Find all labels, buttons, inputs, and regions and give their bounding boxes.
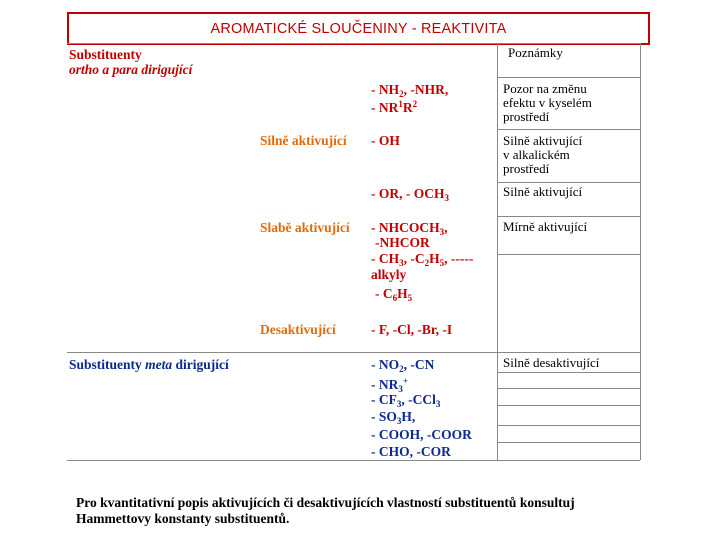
group-acetamido: - $NHCOCH_3$, bbox=[371, 220, 448, 237]
notes-line bbox=[497, 182, 640, 183]
ortho-para-label-line2: ortho a para dirigující bbox=[69, 62, 193, 77]
meta-group-nitro: - $NO_2$, -CN bbox=[371, 357, 435, 374]
note-amines: Pozor na změnu efektu v kyselém prostředí bbox=[503, 81, 592, 124]
notes-line bbox=[497, 405, 640, 406]
meta-group-carbonyl: - CHO, -COR bbox=[371, 444, 451, 459]
note-weak: Mírně aktivující bbox=[503, 219, 588, 234]
table-top-line bbox=[67, 43, 640, 44]
slide-title: AROMATICKÉ SLOUČENINY - REAKTIVITA bbox=[67, 12, 650, 45]
group-amines: - $NH_2$, -NHR, bbox=[371, 82, 449, 99]
notes-line bbox=[497, 388, 640, 389]
meta-group-sulfonic: - $SO_3H$, bbox=[371, 409, 416, 426]
note-alkoxy: Silně aktivující bbox=[503, 184, 583, 199]
notes-line bbox=[497, 216, 640, 217]
notes-column-left-border bbox=[497, 43, 498, 460]
ortho-para-label-line1: Substituenty bbox=[69, 47, 142, 62]
note-meta: Silně desaktivující bbox=[503, 355, 600, 370]
meta-group-trihalomethyl: - $CF_3$, -CCl$_3$ bbox=[371, 392, 441, 409]
note-hydroxyl: Silně aktivující v alkalickém prostředí bbox=[503, 133, 583, 176]
meta-directing-label: Substituenty meta dirigující bbox=[69, 357, 229, 372]
notes-line bbox=[497, 129, 640, 130]
group-halogens: - F, -Cl, -Br, -I bbox=[371, 322, 453, 337]
group-dialkylamine: - $NR^1R^2$ bbox=[371, 99, 418, 115]
group-alkoxy: - OR, - $OCH_3$ bbox=[371, 186, 449, 203]
notes-line bbox=[497, 77, 640, 78]
notes-line bbox=[497, 425, 640, 426]
group-amide: -NHCOR bbox=[375, 235, 430, 250]
footer-line: Hammettovy konstanty substituentů. bbox=[76, 511, 290, 526]
meta-group-ammonium: - $NR_3^+$ bbox=[371, 376, 409, 394]
group-alkyl: - $CH_3$, $-C_2H_5$, ----- bbox=[371, 251, 474, 268]
notes-line bbox=[497, 442, 640, 443]
footer-line: Pro kvantitativní popis aktivujících či desaktivujících vlastností substituentů konsultuj bbox=[76, 495, 575, 510]
notes-header: Poznámky bbox=[508, 45, 563, 60]
section-divider bbox=[67, 352, 640, 353]
group-phenyl: - $C_6H_5$ bbox=[375, 286, 413, 303]
category-deactivating: Desaktivující bbox=[260, 322, 336, 337]
group-hydroxyl: - OH bbox=[371, 133, 400, 148]
notes-column-right-border bbox=[640, 43, 641, 460]
meta-group-carboxyl: - COOH, -COOR bbox=[371, 427, 472, 442]
category-strong-activating: Silně aktivující bbox=[260, 133, 347, 148]
table-bottom-line bbox=[67, 460, 640, 461]
footer-note bbox=[76, 495, 656, 527]
category-weak-activating: Slabě aktivující bbox=[260, 220, 350, 235]
notes-line bbox=[497, 254, 640, 255]
group-alkyls-label: alkyly bbox=[371, 267, 407, 282]
notes-line bbox=[497, 372, 640, 373]
